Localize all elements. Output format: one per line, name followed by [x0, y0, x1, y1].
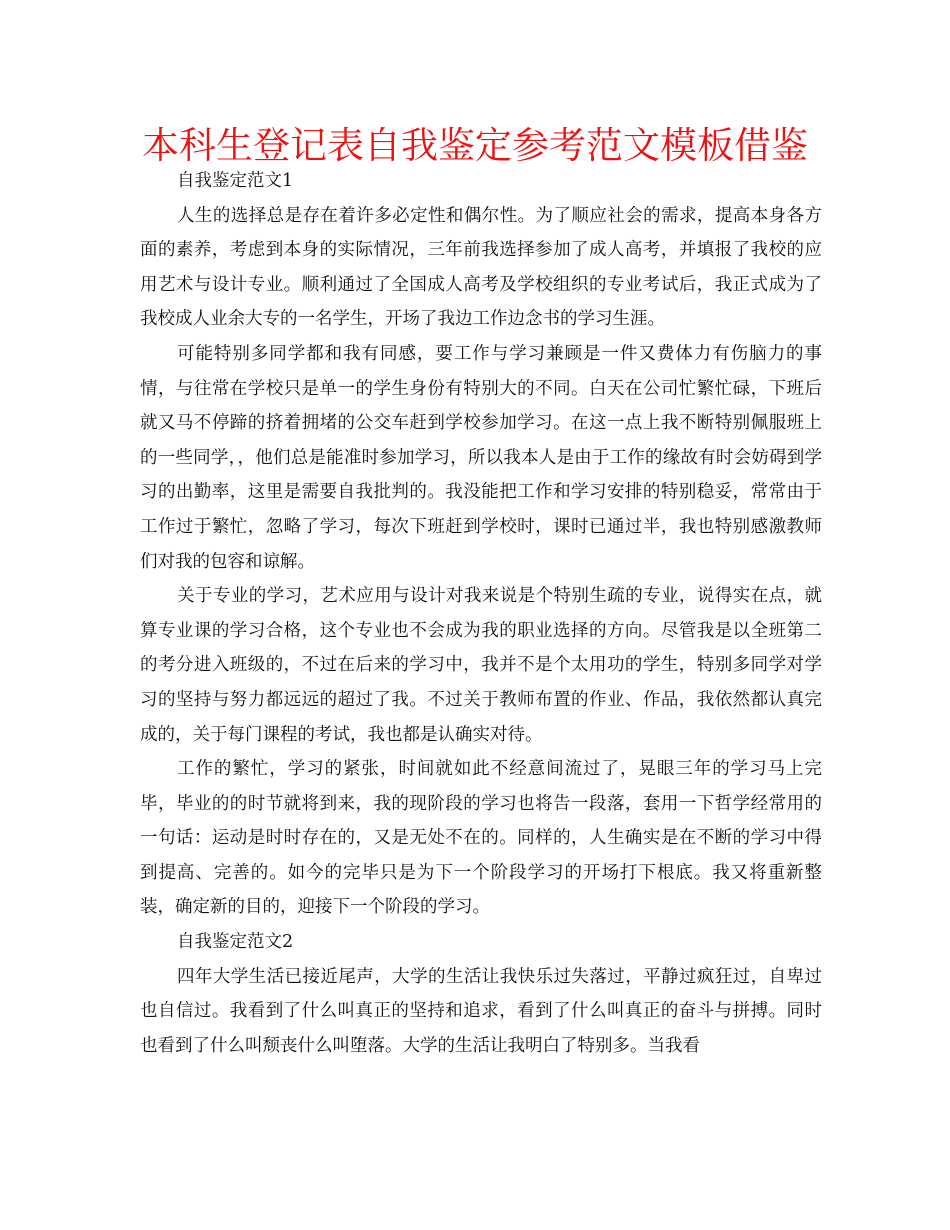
section-heading-2: 自我鉴定范文2	[177, 932, 294, 953]
paragraph-4: 工作的繁忙，学习的紧张，时间就如此不经意间流过了，晃眼三年的学习马上完毕，毕业的的时节就将到来，我的现阶段的学习也将告一段落，套用一下哲学经常用的一句话：运动是时时存在的，又是无处不在的。同样的，人生确实是在不断的学习中得到提高、完善的。如今的完毕只是为下一个阶段学习的开场打下根底。我又将重新整装，确定新的目的，迎接下一个阶段的学习。	[140, 759, 822, 918]
document-body	[140, 164, 822, 1063]
document-title: 本科生登记表自我鉴定参考范文模板借鉴	[142, 124, 808, 167]
paragraph-2: 可能特别多同学都和我有同感，要工作与学习兼顾是一件又费体力有伤脑力的事情，与往常在学校只是单一的学生身份有特别大的不同。白天在公司忙繁忙碌，下班后就又马不停蹄的挤着拥堵的公交车赶到学校参加学习。在这一点上我不断特别佩服班上的一些同学，，他们总是能准时参加学习，所以我本人是由于工作的缘故有时会妨碍到学习的出勤率，这里是需要自我批判的。我没能把工作和学习安排的特别稳妥，常常由于工作过于繁忙，忽略了学习，每次下班赶到学校时，课时已通过半，我也特别感激教师们对我的包容和谅解。	[140, 343, 822, 572]
section-heading-1: 自我鉴定范文1	[177, 171, 294, 191]
paragraph-3: 关于专业的学习，艺术应用与设计对我来说是个特别生疏的专业，说得实在点，就算专业课的学习合格，这个专业也不会成为我的职业选择的方向。尽管我是以全班第二的考分进入班级的，不过在后来的学习中，我并不是个太用功的学生，特别多同学对学习的坚持与努力都远远的超过了我。不过关于教师布置的作业、作品，我依然都认真完成的，关于每门课程的考试，我也都是认确实对待。	[140, 586, 822, 745]
paragraph-1: 人生的选择总是存在着许多必定性和偶尔性。为了顺应社会的需求，提高本身各方面的素养，考虑到本身的实际情况，三年前我选择参加了成人高考，并填报了我校的应用艺术与设计专业。顺利通过了全国成人高考及学校组织的专业考试后，我正式成为了我校成人业余大专的一名学生，开场了我边工作边念书的学习生涯。	[140, 205, 822, 330]
paragraph-5: 四年大学生活已接近尾声，大学的生活让我快乐过失落过，平静过疯狂过，自卑过也自信过。我看到了什么叫真正的坚持和追求，看到了什么叫真正的奋斗与拼搏。同时也看到了什么叫颓丧什么叫堕落。大学的生活让我明白了特别多。当我看	[140, 966, 822, 1056]
